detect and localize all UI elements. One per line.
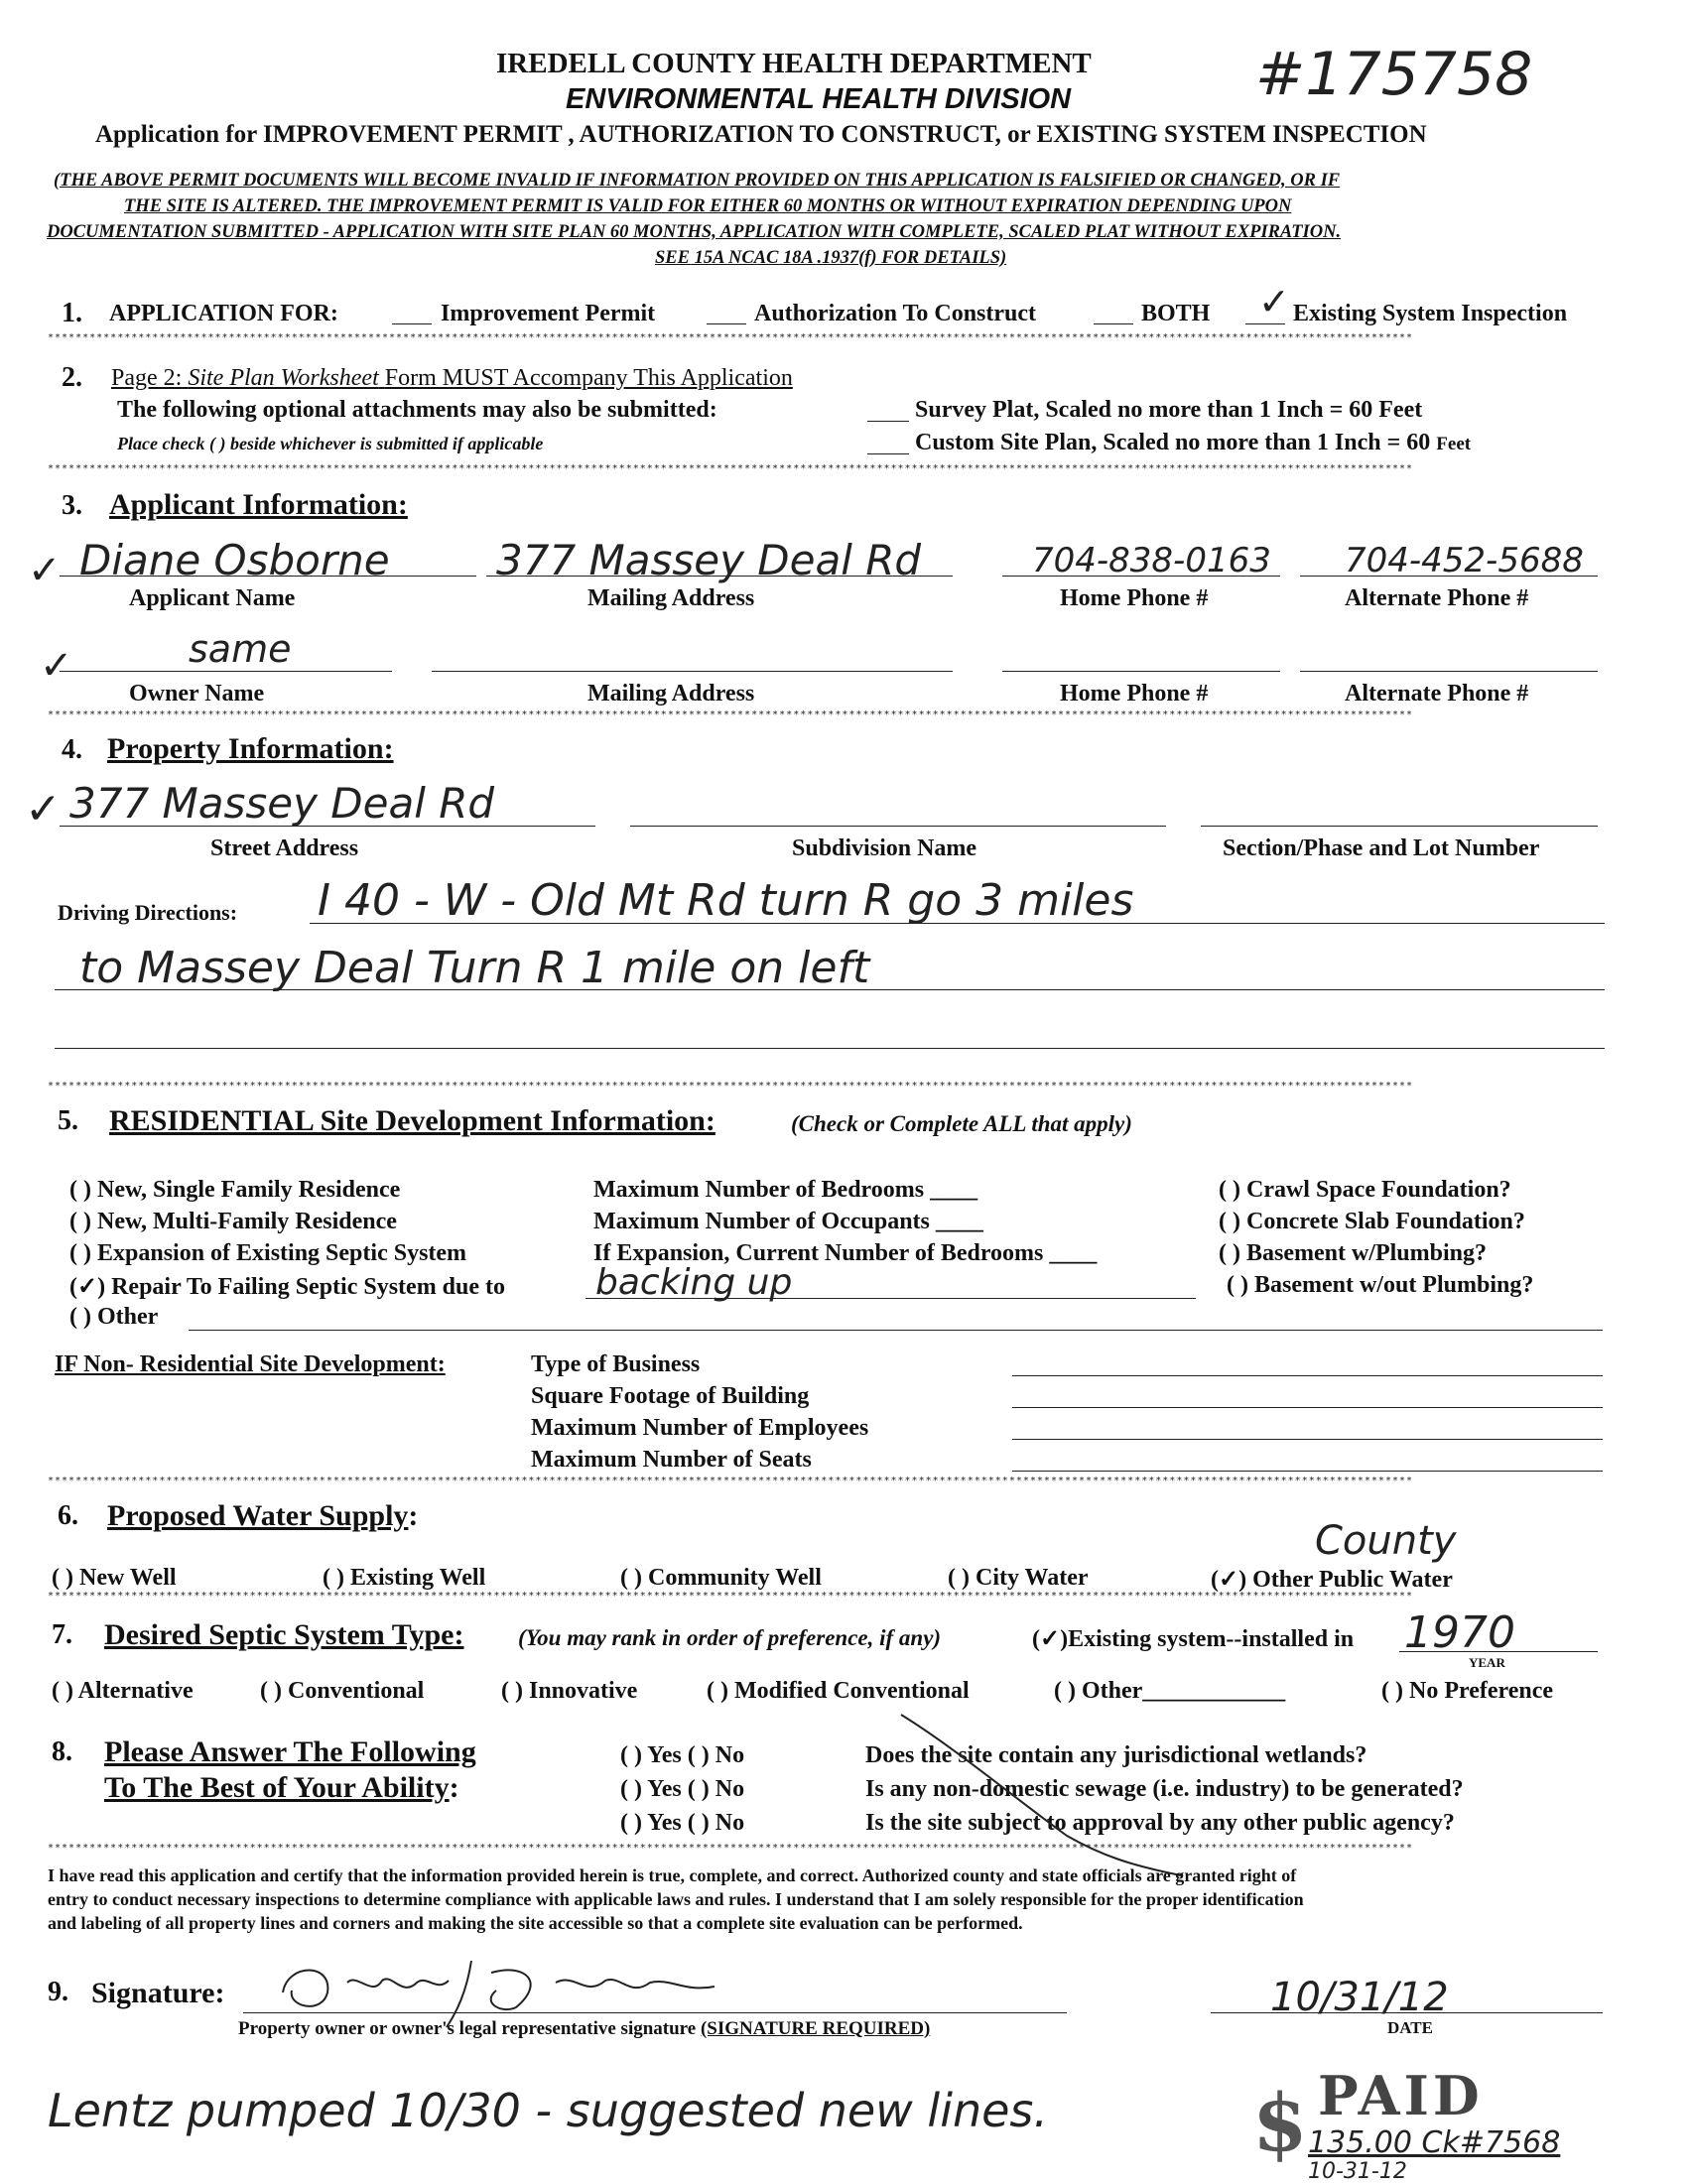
notice-line-1: (THE ABOVE PERMIT DOCUMENTS WILL BECOME INVALID IF INFORMATION PROVIDED ON THIS APPLICATION IS FALSIFIED OR CHANGED, OR IF bbox=[54, 171, 1341, 191]
section-5-note: (Check or Complete ALL that apply) bbox=[791, 1111, 1132, 1136]
driving-directions-line-1: I 40 - W - Old Mt Rd turn R go 3 miles bbox=[318, 875, 1134, 926]
certification-line-1: I have read this application and certify that the information provided herein is true, complete, and correct. Authorized county and state officials are granted right of bbox=[48, 1865, 1297, 1885]
wetlands-question: Does the site contain any jurisdictional wetlands? bbox=[865, 1742, 1367, 1768]
certification-line-2: entry to conduct necessary inspections to determine compliance with applicable laws and rules. I understand that I am solely responsible for the proper identification bbox=[48, 1889, 1304, 1909]
division-title: ENVIRONMENTAL HEALTH DIVISION bbox=[566, 83, 1072, 115]
concrete-slab-option[interactable]: ( ) Concrete Slab Foundation? bbox=[1219, 1209, 1525, 1234]
city-water-option[interactable]: ( ) City Water bbox=[948, 1565, 1089, 1591]
owner-name-value: same bbox=[189, 627, 292, 671]
signature-caption: Property owner or owner's legal representative signature (SIGNATURE REQUIRED) bbox=[238, 2018, 931, 2039]
option-both: BOTH bbox=[1141, 301, 1211, 326]
alternate-phone-label: Alternate Phone # bbox=[1345, 585, 1529, 611]
both-blank[interactable] bbox=[1094, 323, 1133, 324]
repair-reason-value: backing up bbox=[595, 1262, 793, 1303]
notice-line-3: DOCUMENTATION SUBMITTED - APPLICATION WITH SITE PLAN 60 MONTHS, APPLICATION WITH COMPLETE, SCALED PLAT WITHOUT EXPIRATION. bbox=[47, 222, 1342, 242]
date-label: DATE bbox=[1387, 2018, 1433, 2037]
existing-well-option[interactable]: ( ) Existing Well bbox=[323, 1565, 486, 1591]
driving-directions-line-2: to Massey Deal Turn R 1 mile on left bbox=[79, 943, 870, 993]
custom-site-plan-option: Custom Site Plan, Scaled no more than 1 Inch = 60 Feet bbox=[915, 430, 1472, 455]
paid-date: 10-31-12 bbox=[1308, 2159, 1407, 2184]
driving-directions-field-3[interactable] bbox=[55, 1048, 1605, 1049]
date-field[interactable] bbox=[1211, 2012, 1603, 2013]
mailing-address-label: Mailing Address bbox=[587, 585, 755, 611]
signature-date-value: 10/31/12 bbox=[1270, 1975, 1449, 2020]
signature-field[interactable] bbox=[243, 2012, 1067, 2013]
section-7-note: (You may rank in order of preference, if any) bbox=[518, 1625, 942, 1650]
alternative-option[interactable]: ( ) Alternative bbox=[52, 1678, 194, 1704]
water-county-handwritten: County bbox=[1315, 1518, 1457, 1564]
separator-1: **************************************************************************************************************************************************************************************************** bbox=[48, 333, 1414, 343]
max-occupants-label: Maximum Number of Occupants ____ bbox=[593, 1209, 983, 1234]
section-1-title: APPLICATION FOR: bbox=[109, 301, 338, 326]
install-year-field[interactable] bbox=[1399, 1651, 1598, 1652]
custom-site-plan-blank[interactable] bbox=[867, 453, 909, 454]
section-3-title: Applicant Information: bbox=[109, 488, 408, 521]
notice-line-2: THE SITE IS ALTERED. THE IMPROVEMENT PERMIT IS VALID FOR EITHER 60 MONTHS OR WITHOUT EXPIRATION DEPENDING UPON bbox=[124, 196, 1292, 216]
max-employees-field[interactable] bbox=[1012, 1439, 1603, 1440]
year-label: YEAR bbox=[1469, 1655, 1505, 1670]
certification-line-3: and labeling of all property lines and corners and making the site accessible so that a complete site evaluation can be performed. bbox=[48, 1913, 1023, 1933]
section-1-number: 1. bbox=[62, 298, 82, 328]
section-6-title: Proposed Water Supply: bbox=[107, 1499, 419, 1532]
street-address-label: Street Address bbox=[210, 835, 359, 861]
alternate-phone-value: 704-452-5688 bbox=[1345, 541, 1584, 580]
section-7-number: 7. bbox=[52, 1619, 72, 1650]
application-subtitle: Application for IMPROVEMENT PERMIT , AUTHORIZATION TO CONSTRUCT, or EXISTING SYSTEM INSPECTION bbox=[95, 121, 1427, 148]
survey-plat-option: Survey Plat, Scaled no more than 1 Inch = 60 Feet bbox=[915, 397, 1423, 423]
owner-mailing-field[interactable] bbox=[432, 671, 953, 672]
signature-title: Signature: bbox=[91, 1977, 225, 2009]
section-8-title-line-2: To The Best of Your Ability: bbox=[104, 1771, 459, 1804]
place-check-note: Place check ( ) beside whichever is submitted if applicable bbox=[117, 434, 544, 453]
square-footage-label: Square Footage of Building bbox=[531, 1383, 810, 1409]
separator-6: **************************************************************************************************************************************************************************************************** bbox=[48, 1592, 1414, 1602]
alternate-phone-field[interactable] bbox=[1300, 576, 1598, 577]
option-existing-system: Existing System Inspection bbox=[1293, 301, 1568, 326]
home-phone-field[interactable] bbox=[1002, 576, 1280, 577]
conventional-option[interactable]: ( ) Conventional bbox=[260, 1678, 425, 1704]
driving-directions-field-2[interactable] bbox=[55, 989, 1605, 990]
repair-reason-field[interactable] bbox=[585, 1298, 1196, 1299]
strike-through-mark bbox=[893, 1707, 1191, 1885]
section-9-number: 9. bbox=[48, 1977, 68, 2007]
paid-amount: 135.00 Ck#7568 bbox=[1308, 2125, 1561, 2160]
sewage-yes-no[interactable]: ( ) Yes ( ) No bbox=[620, 1776, 745, 1802]
driving-directions-label: Driving Directions: bbox=[58, 900, 238, 925]
section-4-number: 4. bbox=[62, 734, 82, 765]
owner-name-label: Owner Name bbox=[129, 681, 265, 707]
separator-3: **************************************************************************************************************************************************************************************************** bbox=[48, 710, 1414, 720]
other-public-water-option[interactable]: (✓) Other Public Water bbox=[1211, 1567, 1453, 1593]
property-check: ✓ bbox=[25, 784, 62, 835]
applicant-check: ✓ bbox=[28, 548, 62, 593]
max-seats-label: Maximum Number of Seats bbox=[531, 1447, 812, 1473]
paid-stamp: PAID bbox=[1318, 2064, 1484, 2127]
expansion-option[interactable]: ( ) Expansion of Existing Septic System bbox=[69, 1240, 467, 1266]
wetlands-yes-no[interactable]: ( ) Yes ( ) No bbox=[620, 1742, 745, 1768]
max-bedrooms-label: Maximum Number of Bedrooms ____ bbox=[593, 1177, 978, 1203]
section-4-title: Property Information: bbox=[107, 732, 394, 765]
separator-5: **************************************************************************************************************************************************************************************************** bbox=[48, 1477, 1414, 1486]
max-employees-label: Maximum Number of Employees bbox=[531, 1415, 869, 1441]
agency-question: Is the site subject to approval by any other public agency? bbox=[865, 1810, 1455, 1836]
other-field[interactable] bbox=[189, 1330, 1603, 1331]
section-2-title: Page 2: Site Plan Worksheet Form MUST Accompany This Application bbox=[111, 365, 793, 391]
non-residential-title: IF Non- Residential Site Development: bbox=[55, 1351, 446, 1377]
owner-mailing-label: Mailing Address bbox=[587, 681, 755, 707]
section-8-title-line-1: Please Answer The Following bbox=[104, 1735, 476, 1768]
street-address-value: 377 Massey Deal Rd bbox=[69, 779, 495, 828]
section-2-number: 2. bbox=[62, 362, 82, 393]
applicant-name-field[interactable] bbox=[60, 576, 476, 577]
handwritten-footer-note: Lentz pumped 10/30 - suggested new lines. bbox=[48, 2084, 1049, 2137]
street-address-field[interactable] bbox=[60, 826, 595, 827]
other-option[interactable]: ( ) Other bbox=[69, 1304, 159, 1330]
community-well-option[interactable]: ( ) Community Well bbox=[620, 1565, 822, 1591]
sewage-question: Is any non-domestic sewage (i.e. industry) to be generated? bbox=[865, 1776, 1464, 1802]
owner-home-phone-field[interactable] bbox=[1002, 671, 1280, 672]
mailing-address-value: 377 Massey Deal Rd bbox=[496, 536, 922, 584]
section-6-number: 6. bbox=[58, 1500, 78, 1531]
mailing-address-field[interactable] bbox=[486, 576, 953, 577]
existing-system-check: ✓ bbox=[1258, 280, 1290, 323]
optional-attachments-label: The following optional attachments may also be submitted: bbox=[117, 397, 717, 423]
section-3-number: 3. bbox=[62, 490, 82, 521]
section-lot-field[interactable] bbox=[1201, 826, 1598, 827]
section-7-title: Desired Septic System Type: bbox=[104, 1618, 464, 1651]
option-improvement-permit: Improvement Permit bbox=[441, 301, 656, 326]
current-bedrooms-label: If Expansion, Current Number of Bedrooms ____ bbox=[593, 1240, 1098, 1266]
owner-home-phone-label: Home Phone # bbox=[1060, 681, 1209, 707]
separator-7: **************************************************************************************************************************************************************************************************** bbox=[48, 1844, 1414, 1854]
owner-alternate-phone-field[interactable] bbox=[1300, 671, 1598, 672]
existing-system-blank[interactable] bbox=[1245, 323, 1285, 324]
owner-name-field[interactable] bbox=[60, 671, 392, 672]
basement-no-plumbing-option[interactable]: ( ) Basement w/out Plumbing? bbox=[1227, 1272, 1534, 1298]
install-year-value: 1970 bbox=[1404, 1607, 1515, 1658]
owner-check: ✓ bbox=[40, 643, 73, 689]
subdivision-name-field[interactable] bbox=[630, 826, 1166, 827]
other-type-option[interactable]: ( ) Other____________ bbox=[1054, 1678, 1286, 1704]
agency-yes-no[interactable]: ( ) Yes ( ) No bbox=[620, 1810, 745, 1836]
section-5-number: 5. bbox=[58, 1105, 78, 1136]
section-8-number: 8. bbox=[52, 1736, 72, 1767]
type-of-business-label: Type of Business bbox=[531, 1351, 701, 1377]
modified-conventional-option[interactable]: ( ) Modified Conventional bbox=[707, 1678, 970, 1704]
separator-4: **************************************************************************************************************************************************************************************************** bbox=[48, 1082, 1414, 1092]
driving-directions-field-1[interactable] bbox=[310, 923, 1605, 924]
section-5-title: RESIDENTIAL Site Development Information: bbox=[109, 1104, 715, 1137]
home-phone-label: Home Phone # bbox=[1060, 585, 1209, 611]
repair-option[interactable]: (✓) Repair To Failing Septic System due to bbox=[69, 1274, 506, 1300]
separator-2: **************************************************************************************************************************************************************************************************** bbox=[48, 464, 1414, 474]
owner-alternate-phone-label: Alternate Phone # bbox=[1345, 681, 1529, 707]
applicant-name-value: Diane Osborne bbox=[79, 536, 390, 584]
applicant-name-label: Applicant Name bbox=[129, 585, 296, 611]
survey-plat-blank[interactable] bbox=[867, 421, 909, 422]
option-authorization: Authorization To Construct bbox=[754, 301, 1037, 326]
crawl-space-option[interactable]: ( ) Crawl Space Foundation? bbox=[1219, 1177, 1511, 1203]
file-number: #175758 bbox=[1255, 40, 1533, 109]
max-seats-field[interactable] bbox=[1012, 1471, 1603, 1472]
home-phone-value: 704-838-0163 bbox=[1032, 541, 1271, 580]
paid-stamp-dollar: $ bbox=[1252, 2076, 1308, 2169]
authorization-blank[interactable] bbox=[707, 323, 746, 324]
new-well-option[interactable]: ( ) New Well bbox=[52, 1565, 177, 1591]
improvement-permit-blank[interactable] bbox=[392, 323, 432, 324]
new-multi-family-option[interactable]: ( ) New, Multi-Family Residence bbox=[69, 1209, 397, 1234]
department-title: IREDELL COUNTY HEALTH DEPARTMENT bbox=[496, 48, 1092, 79]
square-footage-field[interactable] bbox=[1012, 1407, 1603, 1408]
new-single-family-option[interactable]: ( ) New, Single Family Residence bbox=[69, 1177, 401, 1203]
subdivision-name-label: Subdivision Name bbox=[792, 835, 977, 861]
section-lot-label: Section/Phase and Lot Number bbox=[1223, 835, 1540, 861]
notice-line-4: SEE 15A NCAC 18A .1937(f) FOR DETAILS) bbox=[655, 248, 1007, 268]
innovative-option[interactable]: ( ) Innovative bbox=[501, 1678, 638, 1704]
type-of-business-field[interactable] bbox=[1012, 1375, 1603, 1376]
no-preference-option[interactable]: ( ) No Preference bbox=[1381, 1678, 1554, 1704]
basement-plumbing-option[interactable]: ( ) Basement w/Plumbing? bbox=[1219, 1240, 1487, 1266]
existing-system-installed-label: (✓)Existing system--installed in bbox=[1032, 1626, 1355, 1652]
